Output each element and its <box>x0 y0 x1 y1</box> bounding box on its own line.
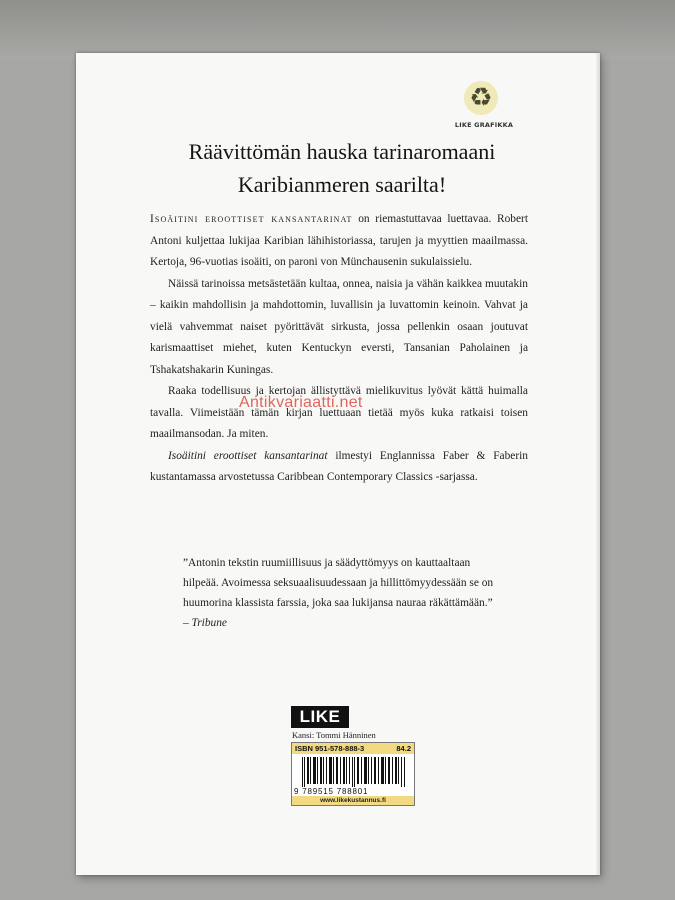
blurb-paragraph-4 <box>150 446 528 489</box>
blurb-paragraph-2: Näissä tarinoissa metsästetään kultaa, onnea, naisia ja vähän kaikkea muutakin – kaikin mahdollisin ja mahdottomin, luvallisin ja luvattomin keinoin. Vahvat ja vielä vahvemmat naiset pyörittävät sirkusta, jossa pellenkin osaan joutuvat karismaattiset miehet, kuten Kentuckyn eversti, Tansanian Paholainen ja Tshakatshakarin Kuningas. <box>150 277 528 376</box>
blurb-paragraph-3: Raaka todellisuus ja kertojan ällistyttävä mielikuvitus lyövät kättä huimalla tavalla. Viimeistään tämän kirjan luettuaan tietää myös kuka ratkaisi toisen maailmansodan. Ja miten. <box>150 385 528 440</box>
headline-line-2: Karibianmeren saarilta! <box>237 172 447 197</box>
barcode-box <box>291 742 415 806</box>
book-title-caps: Isoäitini eroottiset kansantarinat <box>150 213 353 225</box>
review-quote-text: ”Antonin tekstin ruumiillisuus ja säädyttömyys on kauttaaltaan hilpeää. Avoimessa seksuaalisuudessaan ja hillittömyydessään se on huumorina klassista farssia, joka saa lukijansa nauraa räkättämään.” <box>183 557 494 609</box>
blurb-paragraph-1-text: on riemastuttavaa luettavaa. Robert Antoni kuljettaa lukijaa Karibian lähihistoriassa, tarujen ja myyttien maailmassa. Kertoja, 96-vuotias isoäiti, on paroni von Münchausenin sukulaissielu. <box>150 213 528 268</box>
isbn-strip <box>292 743 414 754</box>
price-code: 84.2 <box>396 744 411 753</box>
publisher-logo: LIKE <box>291 706 349 728</box>
publisher-url: www.likekustannus.fi <box>292 796 414 805</box>
headline <box>102 135 582 201</box>
cover-edge <box>596 53 600 875</box>
backdrop-top <box>0 0 675 60</box>
book-back-cover <box>76 53 600 875</box>
isbn-number: ISBN 951-578-888-3 <box>295 744 365 753</box>
blurb-paragraph-1 <box>150 209 528 274</box>
blurb-paragraph-4-text: ilmestyi Englannissa Faber & Faberin kustantamassa arvostetussa Caribbean Contemporary Classics -sarjassa. <box>150 449 528 483</box>
review-quote-source: – Tribune <box>183 617 227 629</box>
barcode <box>302 757 406 787</box>
cover-credit: Kansi: Tommi Hänninen <box>292 730 376 740</box>
recycle-icon: ♻ <box>464 81 498 115</box>
headline-line-1: Räävittömän hauska tarinaromaani <box>188 139 496 164</box>
book-title-italic: Isoäitini eroottiset kansantarinat <box>168 449 328 462</box>
blurb <box>150 209 528 489</box>
recycle-caption: LIKE GRAFIKKA <box>454 121 514 129</box>
review-quote <box>183 553 503 633</box>
watermark: Antikvariaatti.net <box>239 394 363 411</box>
ean-digits: 9 789515 788801 <box>294 787 369 796</box>
